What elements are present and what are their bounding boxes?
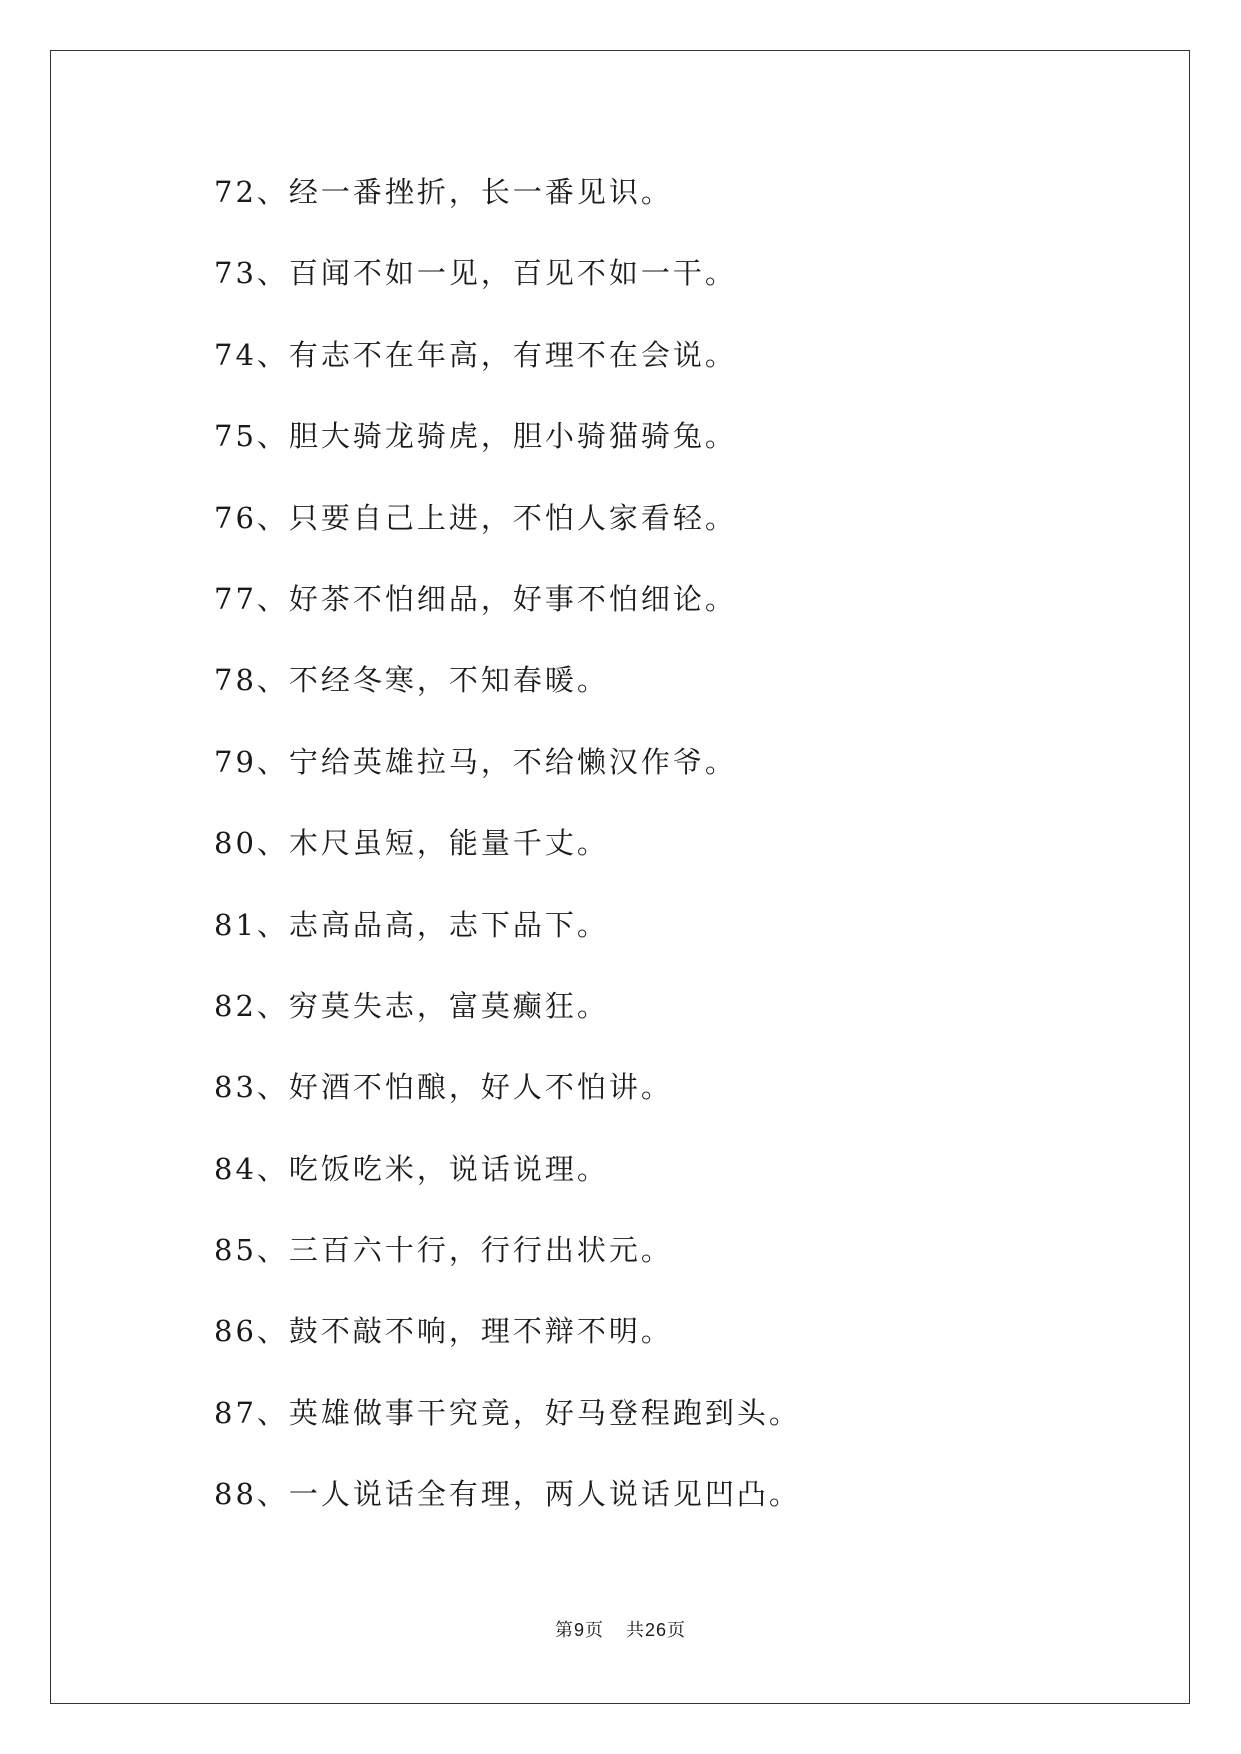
proverb-list bbox=[214, 168, 801, 1552]
list-item: 87、英雄做事干究竟，好马登程跑到头。 bbox=[214, 1395, 801, 1430]
list-item: 77、好茶不怕细品，好事不怕细论。 bbox=[214, 581, 737, 616]
list-item: 74、有志不在年高，有理不在会说。 bbox=[214, 337, 737, 372]
page-number: 9 bbox=[573, 1620, 585, 1640]
list-item: 82、穷莫失志，富莫癫狂。 bbox=[214, 988, 609, 1023]
list-item: 88、一人说话全有理，两人说话见凹凸。 bbox=[214, 1477, 801, 1512]
total-prefix: 共 bbox=[625, 1620, 645, 1641]
page-prefix: 第 bbox=[554, 1620, 574, 1641]
list-item: 73、百闻不如一见，百见不如一干。 bbox=[214, 256, 737, 291]
list-item: 75、胆大骑龙骑虎，胆小骑猫骑兔。 bbox=[214, 419, 737, 454]
total-suffix: 页 bbox=[667, 1620, 687, 1641]
list-item: 78、不经冬寒，不知春暖。 bbox=[214, 663, 609, 698]
list-item: 81、志高品高，志下品下。 bbox=[214, 907, 609, 942]
list-item: 84、吃饭吃米，说话说理。 bbox=[214, 1151, 609, 1186]
list-item: 86、鼓不敲不响，理不辩不明。 bbox=[214, 1314, 673, 1349]
list-item: 83、好酒不怕酿，好人不怕讲。 bbox=[214, 1070, 673, 1105]
list-item: 72、经一番挫折，长一番见识。 bbox=[214, 175, 673, 209]
total-pages: 26 bbox=[644, 1620, 668, 1640]
list-item: 85、三百六十行，行行出状元。 bbox=[214, 1233, 673, 1268]
list-item: 80、木尺虽短，能量千丈。 bbox=[214, 826, 609, 861]
page-footer bbox=[0, 1618, 1241, 1643]
page-suffix: 页 bbox=[584, 1620, 604, 1641]
list-item: 76、只要自己上进，不怕人家看轻。 bbox=[214, 500, 737, 535]
list-item: 79、宁给英雄拉马，不给懒汉作爷。 bbox=[214, 744, 737, 779]
